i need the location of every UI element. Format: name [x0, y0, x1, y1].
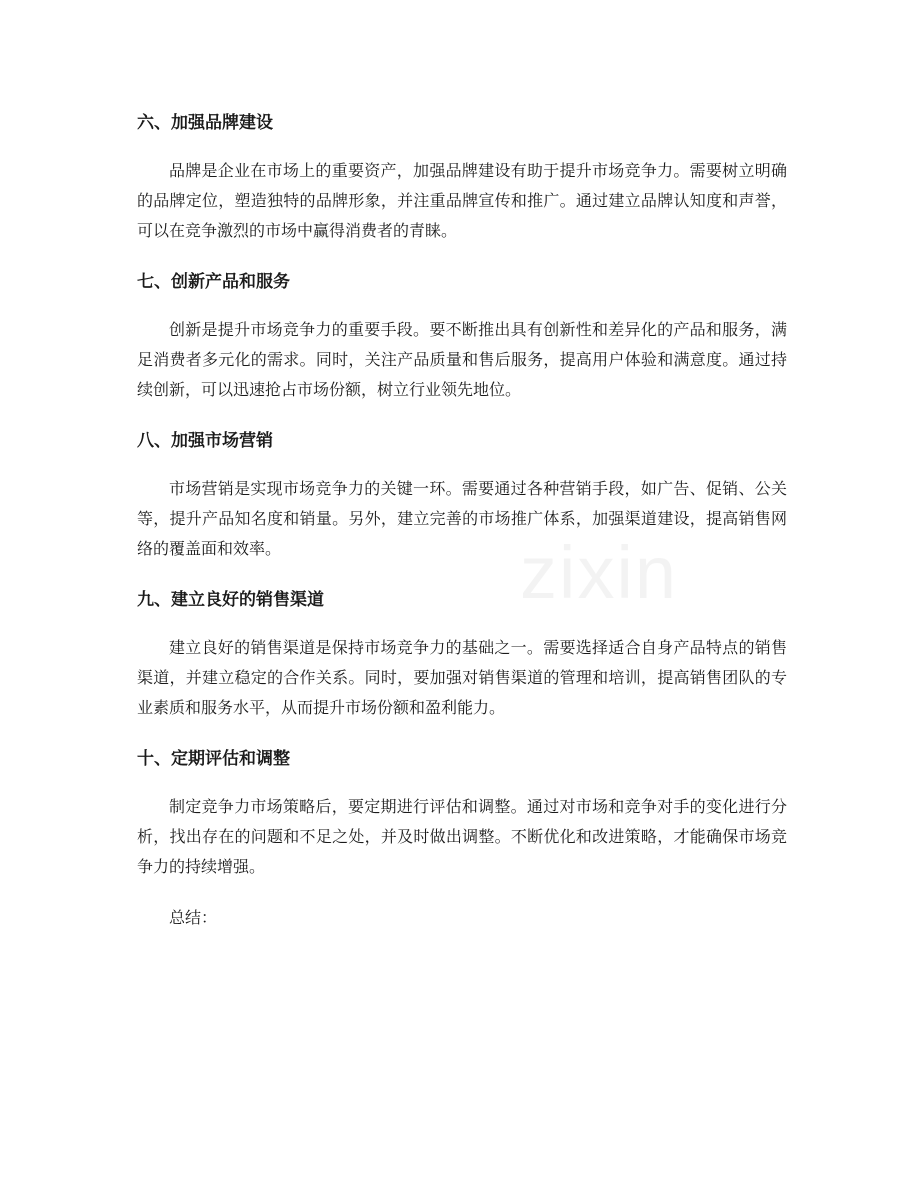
- section-paragraph: 品牌是企业在市场上的重要资产，加强品牌建设有助于提升市场竞争力。需要树立明确的品牌定位，塑造独特的品牌形象，并注重品牌宣传和推广。通过建立品牌认知度和声誉，可以在竞争激烈的市场中赢得消费者的青睐。: [137, 161, 787, 240]
- section-heading: 八、加强市场营销: [137, 431, 273, 451]
- section-paragraph: 创新是提升市场竞争力的重要手段。要不断推出具有创新性和差异化的产品和服务，满足消费者多元化的需求。同时，关注产品质量和售后服务，提高用户体验和满意度。通过持续创新，可以迅速抢占市场份额，树立行业领先地位。: [137, 320, 787, 399]
- summary-label: 总结：: [169, 908, 218, 927]
- section-heading: 十、定期评估和调整: [137, 749, 290, 769]
- document-content: [137, 108, 787, 933]
- section-6: [137, 108, 787, 246]
- section-paragraph: 建立良好的销售渠道是保持市场竞争力的基础之一。需要选择适合自身产品特点的销售渠道，并建立稳定的合作关系。同时，要加强对销售渠道的管理和培训，提高销售团队的专业素质和服务水平，从而提升市场份额和盈利能力。: [137, 638, 787, 717]
- section-heading: 六、加强品牌建设: [137, 113, 273, 133]
- section-heading: 九、建立良好的销售渠道: [137, 590, 324, 610]
- watermark: zixin: [520, 531, 679, 614]
- section-10: [137, 744, 787, 882]
- section-paragraph: 市场营销是实现市场竞争力的关键一环。需要通过各种营销手段，如广告、促销、公关等，提升产品知名度和销量。另外，建立完善的市场推广体系，加强渠道建设，提高销售网络的覆盖面和效率。: [137, 479, 787, 558]
- section-8: [137, 426, 787, 564]
- section-heading: 七、创新产品和服务: [137, 272, 290, 292]
- section-9: [137, 585, 787, 723]
- section-7: [137, 267, 787, 405]
- section-paragraph: 制定竞争力市场策略后，要定期进行评估和调整。通过对市场和竞争对手的变化进行分析，找出存在的问题和不足之处，并及时做出调整。不断优化和改进策略，才能确保市场竞争力的持续增强。: [137, 797, 787, 876]
